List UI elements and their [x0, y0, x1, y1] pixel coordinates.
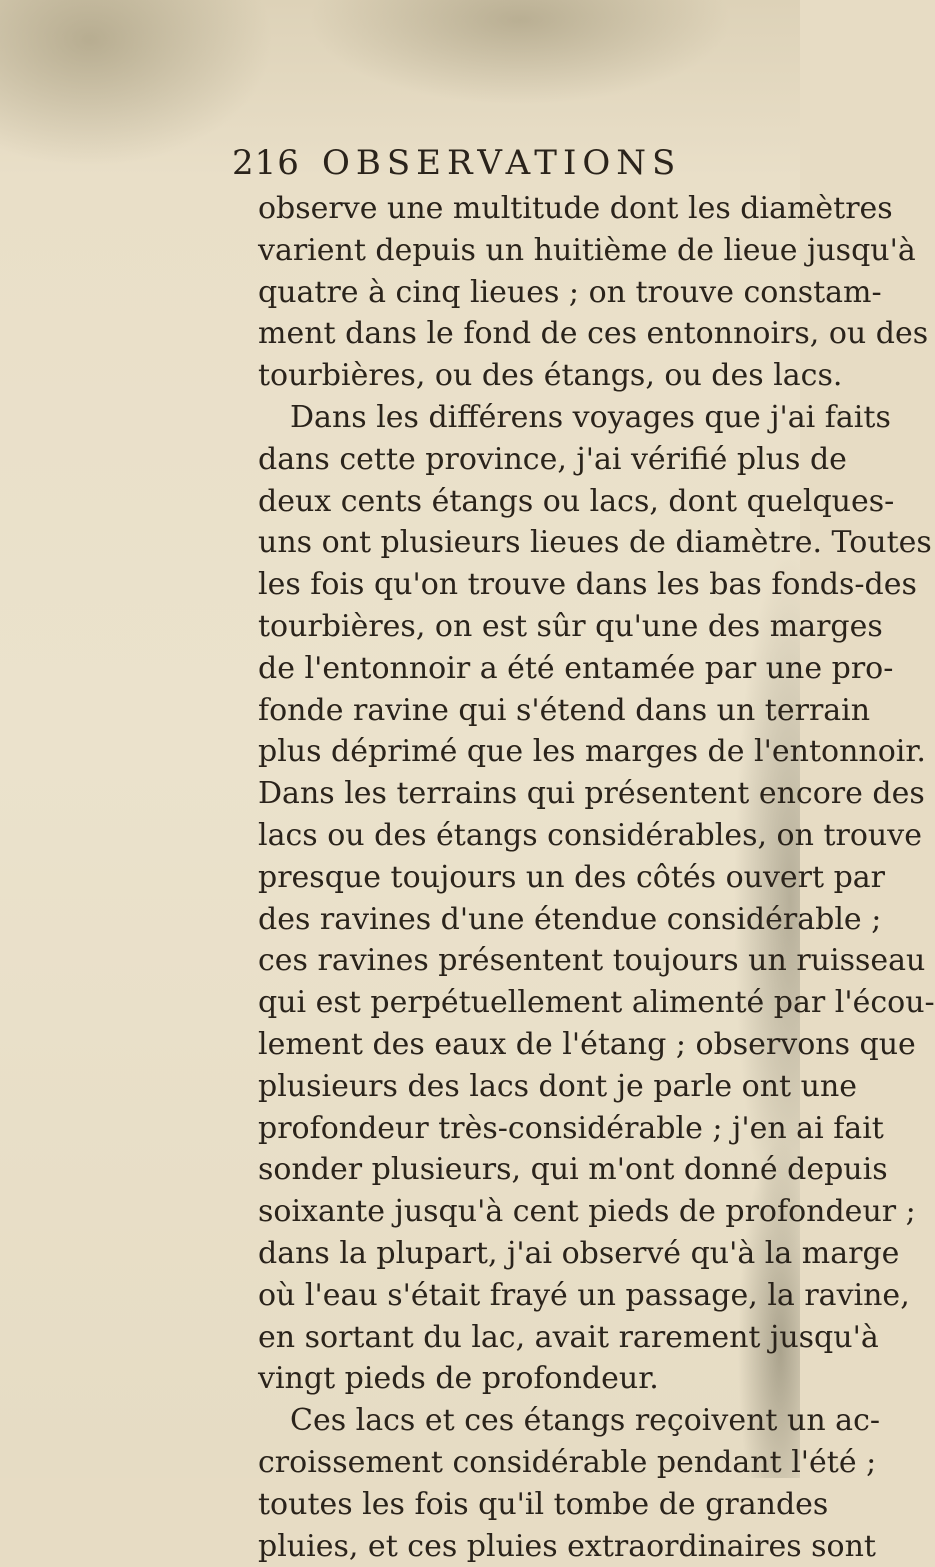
text-line: plus déprimé que les marges de l'entonnoir.: [258, 731, 758, 773]
text-line: tourbières, ou des étangs, ou des lacs.: [258, 355, 758, 397]
text-line: fonde ravine qui s'étend dans un terrain: [258, 690, 758, 732]
text-line: Dans les terrains qui présentent encore des: [258, 773, 758, 815]
text-line: en sortant du lac, avait rarement jusqu'à: [258, 1317, 758, 1359]
text-line: quatre à cinq lieues ; on trouve constam-: [258, 272, 758, 314]
text-line: dans cette province, j'ai vérifié plus de: [258, 439, 758, 481]
page-number: 216: [232, 138, 300, 188]
text-line: dans la plupart, j'ai observé qu'à la marge: [258, 1233, 758, 1275]
text-line: des ravines d'une étendue considérable ;: [258, 899, 758, 941]
text-line: qui est perpétuellement alimenté par l'écou-: [258, 982, 758, 1024]
text-line: lement des eaux de l'étang ; observons que: [258, 1024, 758, 1066]
text-line: Ces lacs et ces étangs reçoivent un ac-: [258, 1400, 758, 1442]
text-line: profondeur très-considérable ; j'en ai fait: [258, 1108, 758, 1150]
text-line: croissement considérable pendant l'été ;: [258, 1442, 758, 1484]
page-header: [232, 138, 792, 188]
body-text: [258, 188, 758, 1567]
text-line: lacs ou des étangs considérables, on trouve: [258, 815, 758, 857]
text-line: les fois qu'on trouve dans les bas fonds-des: [258, 564, 758, 606]
text-line: deux cents étangs ou lacs, dont quelques-: [258, 481, 758, 523]
text-line: pluies, et ces pluies extraordinaires sont: [258, 1526, 758, 1567]
text-line: toutes les fois qu'il tombe de grandes: [258, 1484, 758, 1526]
text-line: soixante jusqu'à cent pieds de profondeur ;: [258, 1191, 758, 1233]
text-line: uns ont plusieurs lieues de diamètre. Toutes: [258, 522, 758, 564]
text-line: ment dans le fond de ces entonnoirs, ou des: [258, 313, 758, 355]
text-line: ces ravines présentent toujours un ruisseau: [258, 940, 758, 982]
text-line: varient depuis un huitième de lieue jusqu'à: [258, 230, 758, 272]
text-line: presque toujours un des côtés ouvert par: [258, 857, 758, 899]
text-line: vingt pieds de profondeur.: [258, 1358, 758, 1400]
running-head: OBSERVATIONS: [322, 138, 681, 188]
text-line: où l'eau s'était frayé un passage, la ravine,: [258, 1275, 758, 1317]
text-line: Dans les différens voyages que j'ai faits: [258, 397, 758, 439]
text-line: plusieurs des lacs dont je parle ont une: [258, 1066, 758, 1108]
text-line: de l'entonnoir a été entamée par une pro-: [258, 648, 758, 690]
text-line: observe une multitude dont les diamètres: [258, 188, 758, 230]
text-line: sonder plusieurs, qui m'ont donné depuis: [258, 1149, 758, 1191]
text-line: tourbières, on est sûr qu'une des marges: [258, 606, 758, 648]
